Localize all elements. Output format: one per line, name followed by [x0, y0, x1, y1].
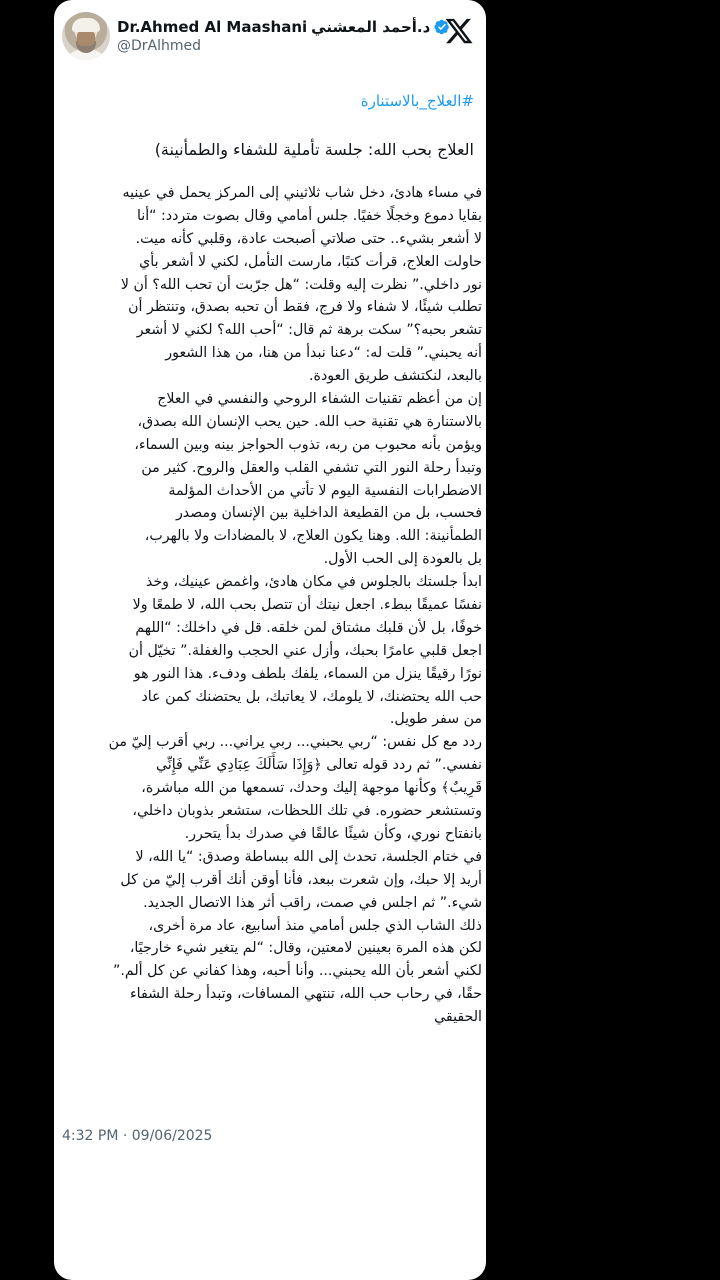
hashtag-link[interactable]: #العلاج_بالاستنارة	[360, 92, 474, 110]
post-body-line: من سفر طويل.	[389, 711, 482, 728]
tweet-card	[54, 0, 486, 1280]
post-body-line: وتستشعر حضوره. في تلك اللحظات، ستشعر بذوبان داخلي،	[132, 803, 482, 820]
post-body-line: خوفًا، بل لأن قلبك مشتاق لمن خلقه. قل في داخلك: “اللهم	[135, 619, 482, 636]
x-logo-icon	[444, 16, 474, 46]
post-body-line: تشعر بحبه؟” سكت برهة ثم قال: “أحب الله؟ لكني لا أشعر	[136, 322, 482, 339]
post-body-line: أنه يحبني.” قلت له: “دعنا نبدأ من هنا، من هذا الشعور	[165, 345, 482, 362]
post-body-line: إن من أعظم تقنيات الشفاء الروحي والنفسي في العلاج	[157, 391, 482, 408]
post-body-line: فحسب، بل من القطيعة الداخلية بين الإنسان ومصدر	[175, 505, 482, 522]
post-body-line: أريد إلا حبك، وإن شعرت ببعد، فأنا أوقن أنك أقرب إليّ من كل	[120, 871, 482, 888]
post-body-line: بالاستنارة هي تقنية حب الله. حين يحب الإنسان الله بصدق،	[137, 413, 482, 430]
post-body-line: حقًا، في رحاب حب الله، تنتهي المسافات، وتبدأ رحلة الشفاء	[129, 986, 482, 1003]
post-body-line: نفسًا عميقًا ببطء. اجعل نيتك أن تتصل بحب الله، لا طمعًا ولا	[132, 597, 482, 614]
post-title: العلاج بحب الله: جلسة تأملية للشفاء والطمأنينة)	[154, 140, 474, 159]
author-handle[interactable]: @DrAlhmed	[117, 38, 202, 54]
post-body-line: الطمأنينة: الله. وهنا يكون العلاج، لا بالمضادات ولا بالهرب،	[144, 528, 482, 545]
post-body-line: نور داخلي.” نظرت إليه وقلت: “هل جرّبت أن تحب الله؟ أن لا	[120, 276, 482, 293]
post-body-line: قَرِيبٌ﴾ وكأنها موجهة إليك وحدك، تسمعها من الله مباشرة،	[141, 780, 482, 797]
post-body	[60, 182, 482, 1029]
author-avatar[interactable]	[62, 12, 110, 60]
post-body-line: حب الله يحتضنك، لا يلومك، لا يعاتبك، بل يحتضنك كمن عاد	[141, 688, 482, 705]
post-body-line: ردد مع كل نفس: “ربي يحبني... ربي يراني... ربي أقرب إليّ من	[108, 734, 482, 751]
post-body-line: لا أشعر بشيء.. حتى صلاتي أصبحت عادة، وقلبي كأنه ميت.	[135, 230, 482, 247]
post-body-line: ابدأ جلستك بالجلوس في مكان هادئ، واغمض عينيك، وخذ	[145, 574, 482, 591]
author-name-ar: د.أحمد المعشني	[311, 18, 431, 36]
post-body-line: اجعل قلبي عامرًا بحبك، وأزل عني الحجب والغفلة.” تخيّل أن	[128, 642, 482, 659]
author-name-en: Dr.Ahmed Al Maashani	[117, 18, 308, 36]
post-timestamp[interactable]: 4:32 PM · 09/06/2025	[62, 1128, 213, 1144]
post-body-line: في مساء هادئ، دخل شاب ثلاثيني إلى المركز يحمل في عينيه	[122, 185, 482, 201]
post-body-line: شيء.” ثم اجلس في صمت، راقب أثر هذا الاتصال الجديد.	[143, 894, 482, 911]
post-body-line: نفسي.” ثم ردد قوله تعالى ﴿وَإِذَا سَأَلَكَ عِبَادِي عَنِّي فَإِنِّي	[155, 757, 482, 774]
post-body-line: تطلب شيئًا، لا شفاء ولا فرج، فقط أن تحبه بصدق، وتنتظر أن	[128, 299, 482, 316]
post-body-line: بقايا دموع وخجلًا خفيًا. جلس أمامي وقال بصوت متردد: “أنا	[136, 207, 482, 224]
tweet-header	[54, 0, 486, 70]
post-body-line: لكني أشعر بأن الله يحبني... وأنا أحبه، وهذا كفاني عن كل ألم.”	[113, 963, 482, 980]
post-body-line: الاضطرابات النفسية اليوم لا تأتي من الأحداث المؤلمة	[168, 482, 482, 499]
post-body-line: بل بالعودة إلى الحب الأول.	[323, 551, 482, 568]
post-body-line: بانفتاح نوري، وكأن شيئًا عالقًا في صدرك بدأ يتحرر.	[184, 825, 482, 842]
post-body-line: لكن هذه المرة بعينين لامعتين، وقال: “لم يتغير شيء خارجيًا،	[129, 940, 482, 957]
post-body-line: ويؤمن بأنه محبوب من ربه، تذوب الحواجز بينه وبين السماء،	[134, 436, 482, 453]
post-body-line: الحقيقي	[434, 1009, 482, 1026]
post-body-line: وتبدأ رحلة النور التي تشفي القلب والعقل والروح. كثير من	[141, 459, 482, 476]
post-body-line: في ختام الجلسة، تحدث إلى الله ببساطة وصدق: “يا الله، لا	[135, 848, 482, 865]
post-body-line: بالبعد، لنكتشف طريق العودة.	[309, 368, 482, 385]
post-body-line: حاولت العلاج، قرأت كتبًا، مارست التأمل، لكني لا أشعر بأي	[139, 253, 482, 270]
author-name-line[interactable]	[117, 17, 437, 37]
post-body-line: ذلك الشاب الذي جلس أمامي منذ أسابيع، عاد مرة أخرى،	[148, 917, 482, 934]
avatar-turban	[72, 18, 100, 32]
avatar-face	[77, 30, 95, 46]
post-body-line: نورًا رقيقًا ينزل من السماء، يلفك بلطف ودفء. هذا النور هو	[133, 665, 482, 682]
